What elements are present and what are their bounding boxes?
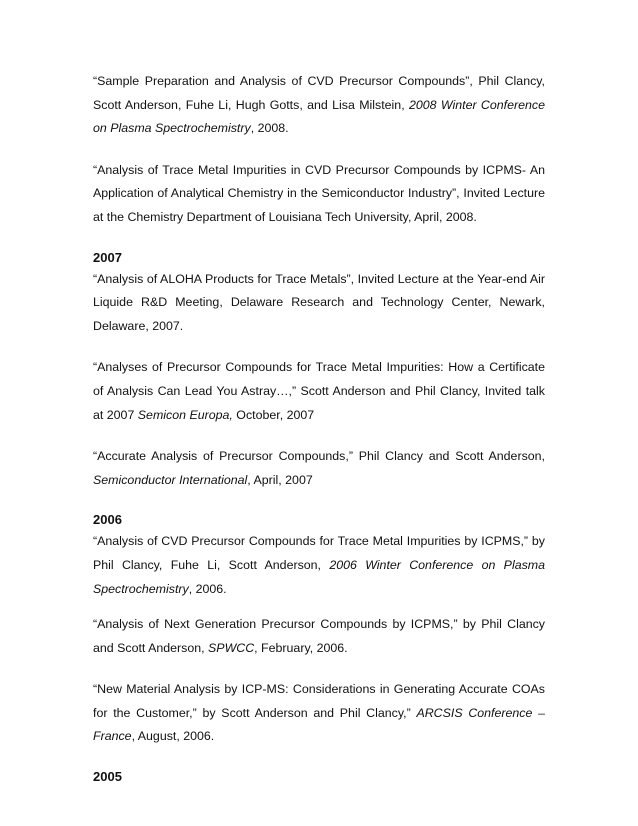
publication-entry: “Analyses of Precursor Compounds for Trace Metal Impurities: How a Certificate of Analysis Can Lead You Astray…,” Scott Anderson and Phil Clancy, Invited talk at 2007 Semicon Europa, October, 2007 <box>93 360 545 422</box>
year-heading: 2006 <box>93 512 122 528</box>
year-heading: 2007 <box>93 249 122 265</box>
year-heading: 2005 <box>93 769 122 785</box>
publication-entry: “Analysis of Trace Metal Impurities in CVD Precursor Compounds by ICPMS- An Application of Analytical Chemistry in the Semiconductor Industry”, Invited Lecture at the Chemistry Department of Louisiana Tech University, April, 2008. <box>93 162 545 224</box>
publication-entry: “New Material Analysis by ICP-MS: Considerations in Generating Accurate COAs for the Customer,” by Scott Anderson and Phil Clancy,” ARCSIS Conference – France, August, 2006. <box>93 682 546 744</box>
publication-entry: “Analysis of Next Generation Precursor Compounds by ICPMS,” by Phil Clancy and Scott Anderson, SPWCC, February, 2006. <box>93 617 545 655</box>
publication-entry: “Analysis of CVD Precursor Compounds for Trace Metal Impurities by ICPMS,” by Phil Clancy, Fuhe Li, Scott Anderson, 2006 Winter Conference on Plasma Spectrochemistry, 2006. <box>93 534 546 596</box>
publication-entry: “Analysis of ALOHA Products for Trace Metals”, Invited Lecture at the Year-end Air Liquide R&D Meeting, Delaware Research and Technology Center, Newark, Delaware, 2007. <box>93 271 545 333</box>
document-page <box>93 70 545 787</box>
publication-entry: “Sample Preparation and Analysis of CVD Precursor Compounds”, Phil Clancy, Scott Anderson, Fuhe Li, Hugh Gotts, and Lisa Milstein, 2008 Winter Conference on Plasma Spectrochemistry, 2008. <box>93 74 545 136</box>
publication-entry: “Accurate Analysis of Precursor Compounds,” Phil Clancy and Scott Anderson, Semiconductor International, April, 2007 <box>93 449 545 487</box>
